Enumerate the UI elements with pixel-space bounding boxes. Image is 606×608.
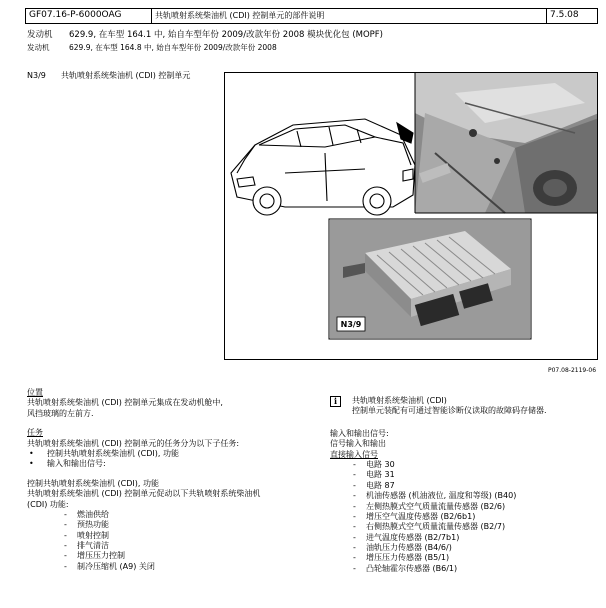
document-version: 7.5.08: [550, 10, 579, 21]
list-item: - 电路 31: [353, 470, 395, 480]
model-line: [27, 30, 587, 42]
location-line: 共轨喷射系统柴油机 (CDI) 控制单元集成在发动机舱中,: [27, 398, 223, 408]
info-line: 共轨喷射系统柴油机 (CDI): [352, 396, 447, 405]
model-line: [27, 42, 587, 54]
document-id: GF07.16-P-6000OAG: [26, 9, 152, 23]
document-header: [25, 8, 598, 24]
figure-illustration: [225, 73, 598, 360]
info-note: [330, 396, 600, 417]
document-title: 共轨喷射系统柴油机 (CDI) 控制单元的部件说明: [152, 9, 547, 23]
list-item: - 油轨压力传感器 (B4/6/): [353, 543, 452, 553]
list-item: - 增压压力传感器 (B5/1): [353, 553, 450, 563]
model-text: 629.9, 在车型 164.8 中, 始自车型年份 2009/改款年份 2008: [69, 43, 277, 53]
location-line: 风挡玻璃的左前方.: [27, 408, 94, 418]
model-applicability: [27, 30, 587, 54]
control-intro: (CDI) 功能:: [27, 499, 69, 509]
list-item: - 电路 30: [353, 459, 395, 469]
location-heading: 位置: [27, 388, 43, 397]
model-text: 629.9, 在车型 164.1 中, 始自车型年份 2009/改款年份 2008 模块优化包 (MOPF): [69, 30, 383, 41]
list-item: • 控制共轨喷射系统柴油机 (CDI), 功能: [29, 448, 179, 458]
component-label: [27, 71, 190, 81]
model-label: 发动机: [27, 43, 50, 53]
tasks-heading: 任务: [27, 428, 43, 438]
control-title: 控制共轨喷射系统柴油机 (CDI), 功能: [27, 478, 159, 488]
figure-reference: P07.08-2119-06: [548, 367, 597, 374]
info-line: 控制单元装配有可通过智能诊断仪读取的故障码存储器.: [352, 406, 547, 416]
component-code: N3/9: [27, 71, 46, 80]
list-item: - 制冷压缩机 (A9) 关闭: [64, 561, 155, 571]
list-item: - 喷射控制: [64, 530, 109, 540]
list-item: - 燃油供给: [64, 509, 109, 519]
engine-bay-photo: [415, 73, 598, 213]
right-column: [330, 396, 600, 574]
control-intro: 共轨喷射系统柴油机 (CDI) 控制单元促动以下共轨喷射系统柴油机: [27, 489, 261, 499]
list-item: - 预热功能: [64, 520, 109, 530]
component-name: 共轨喷射系统柴油机 (CDI) 控制单元: [61, 71, 191, 80]
inset-label: N3/9: [340, 320, 362, 329]
list-item: • 输入和输出信号:: [29, 459, 106, 469]
car-drawing: [231, 119, 415, 215]
list-item: - 凸轮轴霍尔传感器 (B6/1): [353, 563, 458, 573]
list-item: - 增压压力控制: [64, 551, 125, 561]
list-item: - 左侧热膜式空气质量流量传感器 (B2/6): [353, 501, 506, 511]
list-item: - 右侧热膜式空气质量流量传感器 (B2/7): [353, 522, 506, 532]
left-column: [27, 388, 317, 572]
direct-input-heading: 直接输入信号: [330, 449, 378, 459]
list-item: - 排气清洁: [64, 541, 109, 551]
list-item: - 进气温度传感器 (B2/7b1): [353, 532, 460, 542]
tasks-intro: 共轨喷射系统柴油机 (CDI) 控制单元的任务分为以下子任务:: [27, 438, 240, 448]
signals-title: 输入和输出信号:: [330, 428, 389, 438]
signals-subtitle: 信号输入和输出: [330, 439, 386, 449]
model-label: 发动机: [27, 30, 53, 41]
list-item: - 增压空气温度传感器 (B2/6b1): [353, 511, 476, 521]
component-figure: [224, 72, 598, 360]
list-item: - 机油传感器 (机油液位, 温度和等级) (B40): [353, 491, 517, 501]
control-unit-inset: [329, 219, 531, 339]
info-icon: i: [330, 396, 341, 407]
list-item: - 电路 87: [353, 480, 395, 490]
